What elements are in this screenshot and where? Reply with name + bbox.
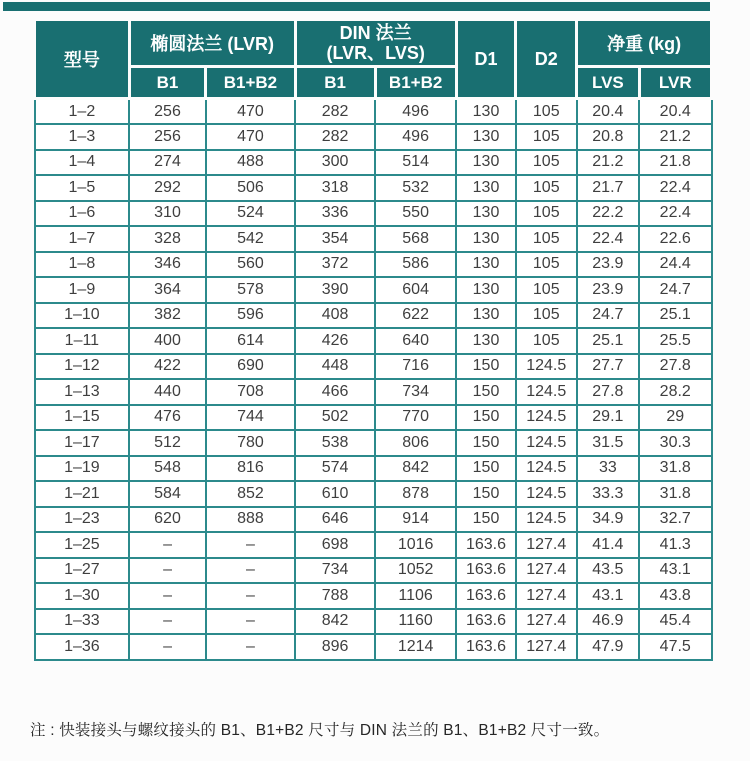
subheader-lvs: LVS — [577, 67, 639, 99]
value-cell: 448 — [295, 354, 375, 380]
model-cell: 1–21 — [35, 481, 130, 507]
value-cell: 23.9 — [577, 252, 639, 278]
model-cell: 1–17 — [35, 430, 130, 456]
value-cell: 41.3 — [639, 532, 712, 558]
header-model: 型号 — [35, 20, 130, 99]
value-cell: 31.8 — [639, 456, 712, 482]
value-cell: 788 — [295, 583, 375, 609]
table-row — [35, 405, 712, 431]
value-cell: 27.7 — [577, 354, 639, 380]
value-cell: 440 — [129, 379, 206, 405]
value-cell: 578 — [206, 277, 295, 303]
value-cell: 130 — [456, 124, 516, 150]
value-cell: 690 — [206, 354, 295, 380]
value-cell: 514 — [375, 150, 456, 176]
value-cell: 130 — [456, 277, 516, 303]
value-cell: 163.6 — [456, 609, 516, 635]
value-cell: 130 — [456, 99, 516, 125]
value-cell: 466 — [295, 379, 375, 405]
value-cell: 888 — [206, 507, 295, 533]
value-cell: 21.7 — [577, 175, 639, 201]
model-cell: 1–11 — [35, 328, 130, 354]
value-cell: 282 — [295, 124, 375, 150]
value-cell: 622 — [375, 303, 456, 329]
table-row — [35, 634, 712, 660]
table-row — [35, 328, 712, 354]
value-cell: 105 — [516, 252, 577, 278]
value-cell: 45.4 — [639, 609, 712, 635]
value-cell: 470 — [206, 99, 295, 125]
value-cell: 476 — [129, 405, 206, 431]
value-cell: 21.8 — [639, 150, 712, 176]
value-cell: 524 — [206, 201, 295, 227]
value-cell: 43.8 — [639, 583, 712, 609]
table-row — [35, 558, 712, 584]
value-cell: 43.5 — [577, 558, 639, 584]
model-cell: 1–27 — [35, 558, 130, 584]
value-cell: 127.4 — [516, 634, 577, 660]
model-cell: 1–2 — [35, 99, 130, 125]
value-cell: 28.2 — [639, 379, 712, 405]
subheader-din-b1b2: B1+B2 — [375, 67, 456, 99]
value-cell: 127.4 — [516, 532, 577, 558]
value-cell: 300 — [295, 150, 375, 176]
value-cell: 574 — [295, 456, 375, 482]
value-cell: 150 — [456, 354, 516, 380]
value-cell: 150 — [456, 507, 516, 533]
value-cell: 734 — [375, 379, 456, 405]
value-cell: – — [129, 532, 206, 558]
value-cell: 620 — [129, 507, 206, 533]
value-cell: 127.4 — [516, 583, 577, 609]
value-cell: 496 — [375, 99, 456, 125]
table-row — [35, 175, 712, 201]
value-cell: 532 — [375, 175, 456, 201]
value-cell: 29.1 — [577, 405, 639, 431]
value-cell: 21.2 — [577, 150, 639, 176]
value-cell: 878 — [375, 481, 456, 507]
value-cell: 640 — [375, 328, 456, 354]
value-cell: 105 — [516, 201, 577, 227]
value-cell: 614 — [206, 328, 295, 354]
value-cell: 150 — [456, 379, 516, 405]
value-cell: 390 — [295, 277, 375, 303]
value-cell: 27.8 — [639, 354, 712, 380]
model-cell: 1–10 — [35, 303, 130, 329]
model-cell: 1–5 — [35, 175, 130, 201]
value-cell: 274 — [129, 150, 206, 176]
table-row — [35, 532, 712, 558]
value-cell: 20.4 — [639, 99, 712, 125]
value-cell: 1016 — [375, 532, 456, 558]
header-group-row — [35, 20, 712, 67]
value-cell: 47.9 — [577, 634, 639, 660]
value-cell: 22.6 — [639, 226, 712, 252]
value-cell: 43.1 — [639, 558, 712, 584]
model-cell: 1–6 — [35, 201, 130, 227]
table-row — [35, 430, 712, 456]
value-cell: 716 — [375, 354, 456, 380]
value-cell: 105 — [516, 99, 577, 125]
value-cell: 550 — [375, 201, 456, 227]
header-d1: D1 — [456, 20, 516, 99]
header-d2: D2 — [516, 20, 577, 99]
value-cell: 548 — [129, 456, 206, 482]
table-row — [35, 150, 712, 176]
table-row — [35, 277, 712, 303]
value-cell: 163.6 — [456, 634, 516, 660]
value-cell: 124.5 — [516, 405, 577, 431]
table-row — [35, 99, 712, 125]
table-body — [35, 99, 712, 660]
subheader-din-b1: B1 — [295, 67, 375, 99]
value-cell: 610 — [295, 481, 375, 507]
value-cell: 596 — [206, 303, 295, 329]
value-cell: 163.6 — [456, 583, 516, 609]
table-row — [35, 201, 712, 227]
value-cell: 896 — [295, 634, 375, 660]
value-cell: 31.8 — [639, 481, 712, 507]
value-cell: 27.8 — [577, 379, 639, 405]
value-cell: 336 — [295, 201, 375, 227]
value-cell: 124.5 — [516, 456, 577, 482]
value-cell: 124.5 — [516, 507, 577, 533]
table-row — [35, 481, 712, 507]
value-cell: 560 — [206, 252, 295, 278]
value-cell: 29 — [639, 405, 712, 431]
header-din-flange-line1: DIN 法兰 — [339, 22, 412, 43]
value-cell: 130 — [456, 328, 516, 354]
subheader-lvr: LVR — [639, 67, 712, 99]
value-cell: 328 — [129, 226, 206, 252]
value-cell: 770 — [375, 405, 456, 431]
value-cell: 22.4 — [639, 201, 712, 227]
value-cell: 31.5 — [577, 430, 639, 456]
model-cell: 1–36 — [35, 634, 130, 660]
value-cell: 43.1 — [577, 583, 639, 609]
value-cell: 470 — [206, 124, 295, 150]
model-cell: 1–3 — [35, 124, 130, 150]
value-cell: 1214 — [375, 634, 456, 660]
value-cell: 130 — [456, 303, 516, 329]
value-cell: 318 — [295, 175, 375, 201]
value-cell: 604 — [375, 277, 456, 303]
model-cell: 1–25 — [35, 532, 130, 558]
value-cell: 124.5 — [516, 354, 577, 380]
value-cell: 584 — [129, 481, 206, 507]
table-row — [35, 507, 712, 533]
value-cell: 33.3 — [577, 481, 639, 507]
value-cell: 25.5 — [639, 328, 712, 354]
value-cell: 163.6 — [456, 532, 516, 558]
table-row — [35, 226, 712, 252]
table-row — [35, 609, 712, 635]
value-cell: – — [129, 583, 206, 609]
model-cell: 1–8 — [35, 252, 130, 278]
value-cell: 488 — [206, 150, 295, 176]
value-cell: 734 — [295, 558, 375, 584]
model-cell: 1–12 — [35, 354, 130, 380]
value-cell: 408 — [295, 303, 375, 329]
value-cell: 426 — [295, 328, 375, 354]
value-cell: 105 — [516, 226, 577, 252]
table-row — [35, 583, 712, 609]
table-row — [35, 303, 712, 329]
table-row — [35, 379, 712, 405]
value-cell: 105 — [516, 303, 577, 329]
value-cell: 538 — [295, 430, 375, 456]
value-cell: 24.7 — [577, 303, 639, 329]
value-cell: 496 — [375, 124, 456, 150]
value-cell: 20.4 — [577, 99, 639, 125]
header-din-flange — [295, 20, 456, 67]
value-cell: – — [206, 532, 295, 558]
value-cell: 708 — [206, 379, 295, 405]
value-cell: 422 — [129, 354, 206, 380]
value-cell: 130 — [456, 175, 516, 201]
value-cell: 292 — [129, 175, 206, 201]
value-cell: 22.2 — [577, 201, 639, 227]
table-row — [35, 354, 712, 380]
value-cell: 25.1 — [639, 303, 712, 329]
value-cell: 163.6 — [456, 558, 516, 584]
value-cell: 130 — [456, 201, 516, 227]
value-cell: 105 — [516, 277, 577, 303]
value-cell: – — [206, 609, 295, 635]
table-row — [35, 456, 712, 482]
value-cell: 914 — [375, 507, 456, 533]
value-cell: – — [206, 583, 295, 609]
value-cell: 852 — [206, 481, 295, 507]
value-cell: 21.2 — [639, 124, 712, 150]
value-cell: 346 — [129, 252, 206, 278]
value-cell: 24.4 — [639, 252, 712, 278]
value-cell: – — [129, 558, 206, 584]
header-din-flange-line2: (LVR、LVS) — [326, 43, 425, 63]
value-cell: 256 — [129, 124, 206, 150]
model-cell: 1–33 — [35, 609, 130, 635]
value-cell: 30.3 — [639, 430, 712, 456]
footnote: 注 : 快装接头与螺纹接头的 B1、B1+B2 尺寸与 DIN 法兰的 B1、B1+B2 尺寸一致。 — [30, 722, 610, 739]
value-cell: 105 — [516, 328, 577, 354]
value-cell: 806 — [375, 430, 456, 456]
value-cell: 105 — [516, 124, 577, 150]
value-cell: 41.4 — [577, 532, 639, 558]
value-cell: 568 — [375, 226, 456, 252]
model-cell: 1–15 — [35, 405, 130, 431]
model-cell: 1–4 — [35, 150, 130, 176]
model-cell: 1–13 — [35, 379, 130, 405]
model-cell: 1–7 — [35, 226, 130, 252]
value-cell: 150 — [456, 456, 516, 482]
table-row — [35, 124, 712, 150]
value-cell: 33 — [577, 456, 639, 482]
value-cell: 744 — [206, 405, 295, 431]
top-accent-bar — [3, 2, 710, 11]
model-cell: 1–23 — [35, 507, 130, 533]
header-oval-flange: 椭圆法兰 (LVR) — [129, 20, 295, 67]
value-cell: 130 — [456, 150, 516, 176]
value-cell: 25.1 — [577, 328, 639, 354]
value-cell: 46.9 — [577, 609, 639, 635]
value-cell: 1160 — [375, 609, 456, 635]
model-cell: 1–30 — [35, 583, 130, 609]
value-cell: 23.9 — [577, 277, 639, 303]
value-cell: 586 — [375, 252, 456, 278]
model-cell: 1–9 — [35, 277, 130, 303]
value-cell: 127.4 — [516, 558, 577, 584]
value-cell: 256 — [129, 99, 206, 125]
value-cell: 372 — [295, 252, 375, 278]
value-cell: 34.9 — [577, 507, 639, 533]
value-cell: 842 — [295, 609, 375, 635]
value-cell: 105 — [516, 175, 577, 201]
value-cell: 842 — [375, 456, 456, 482]
value-cell: 646 — [295, 507, 375, 533]
value-cell: – — [206, 558, 295, 584]
value-cell: 47.5 — [639, 634, 712, 660]
value-cell: 124.5 — [516, 379, 577, 405]
subheader-oval-b1b2: B1+B2 — [206, 67, 295, 99]
value-cell: 24.7 — [639, 277, 712, 303]
value-cell: 382 — [129, 303, 206, 329]
value-cell: 512 — [129, 430, 206, 456]
header-net-weight: 净重 (kg) — [577, 20, 712, 67]
value-cell: 506 — [206, 175, 295, 201]
value-cell: – — [206, 634, 295, 660]
table-header — [35, 20, 712, 99]
value-cell: 105 — [516, 150, 577, 176]
value-cell: 150 — [456, 405, 516, 431]
value-cell: 354 — [295, 226, 375, 252]
spec-table — [33, 18, 713, 661]
value-cell: 150 — [456, 481, 516, 507]
value-cell: 310 — [129, 201, 206, 227]
header-sub-row — [35, 67, 712, 99]
subheader-oval-b1: B1 — [129, 67, 206, 99]
value-cell: – — [129, 634, 206, 660]
value-cell: 22.4 — [577, 226, 639, 252]
value-cell: 124.5 — [516, 430, 577, 456]
value-cell: 124.5 — [516, 481, 577, 507]
value-cell: 698 — [295, 532, 375, 558]
model-cell: 1–19 — [35, 456, 130, 482]
value-cell: 1106 — [375, 583, 456, 609]
value-cell: 282 — [295, 99, 375, 125]
value-cell: 32.7 — [639, 507, 712, 533]
value-cell: 20.8 — [577, 124, 639, 150]
value-cell: 22.4 — [639, 175, 712, 201]
value-cell: 400 — [129, 328, 206, 354]
value-cell: 780 — [206, 430, 295, 456]
value-cell: 150 — [456, 430, 516, 456]
value-cell: 127.4 — [516, 609, 577, 635]
value-cell: 130 — [456, 226, 516, 252]
value-cell: 1052 — [375, 558, 456, 584]
value-cell: 130 — [456, 252, 516, 278]
value-cell: 502 — [295, 405, 375, 431]
table-row — [35, 252, 712, 278]
value-cell: 364 — [129, 277, 206, 303]
value-cell: 816 — [206, 456, 295, 482]
value-cell: – — [129, 609, 206, 635]
value-cell: 542 — [206, 226, 295, 252]
